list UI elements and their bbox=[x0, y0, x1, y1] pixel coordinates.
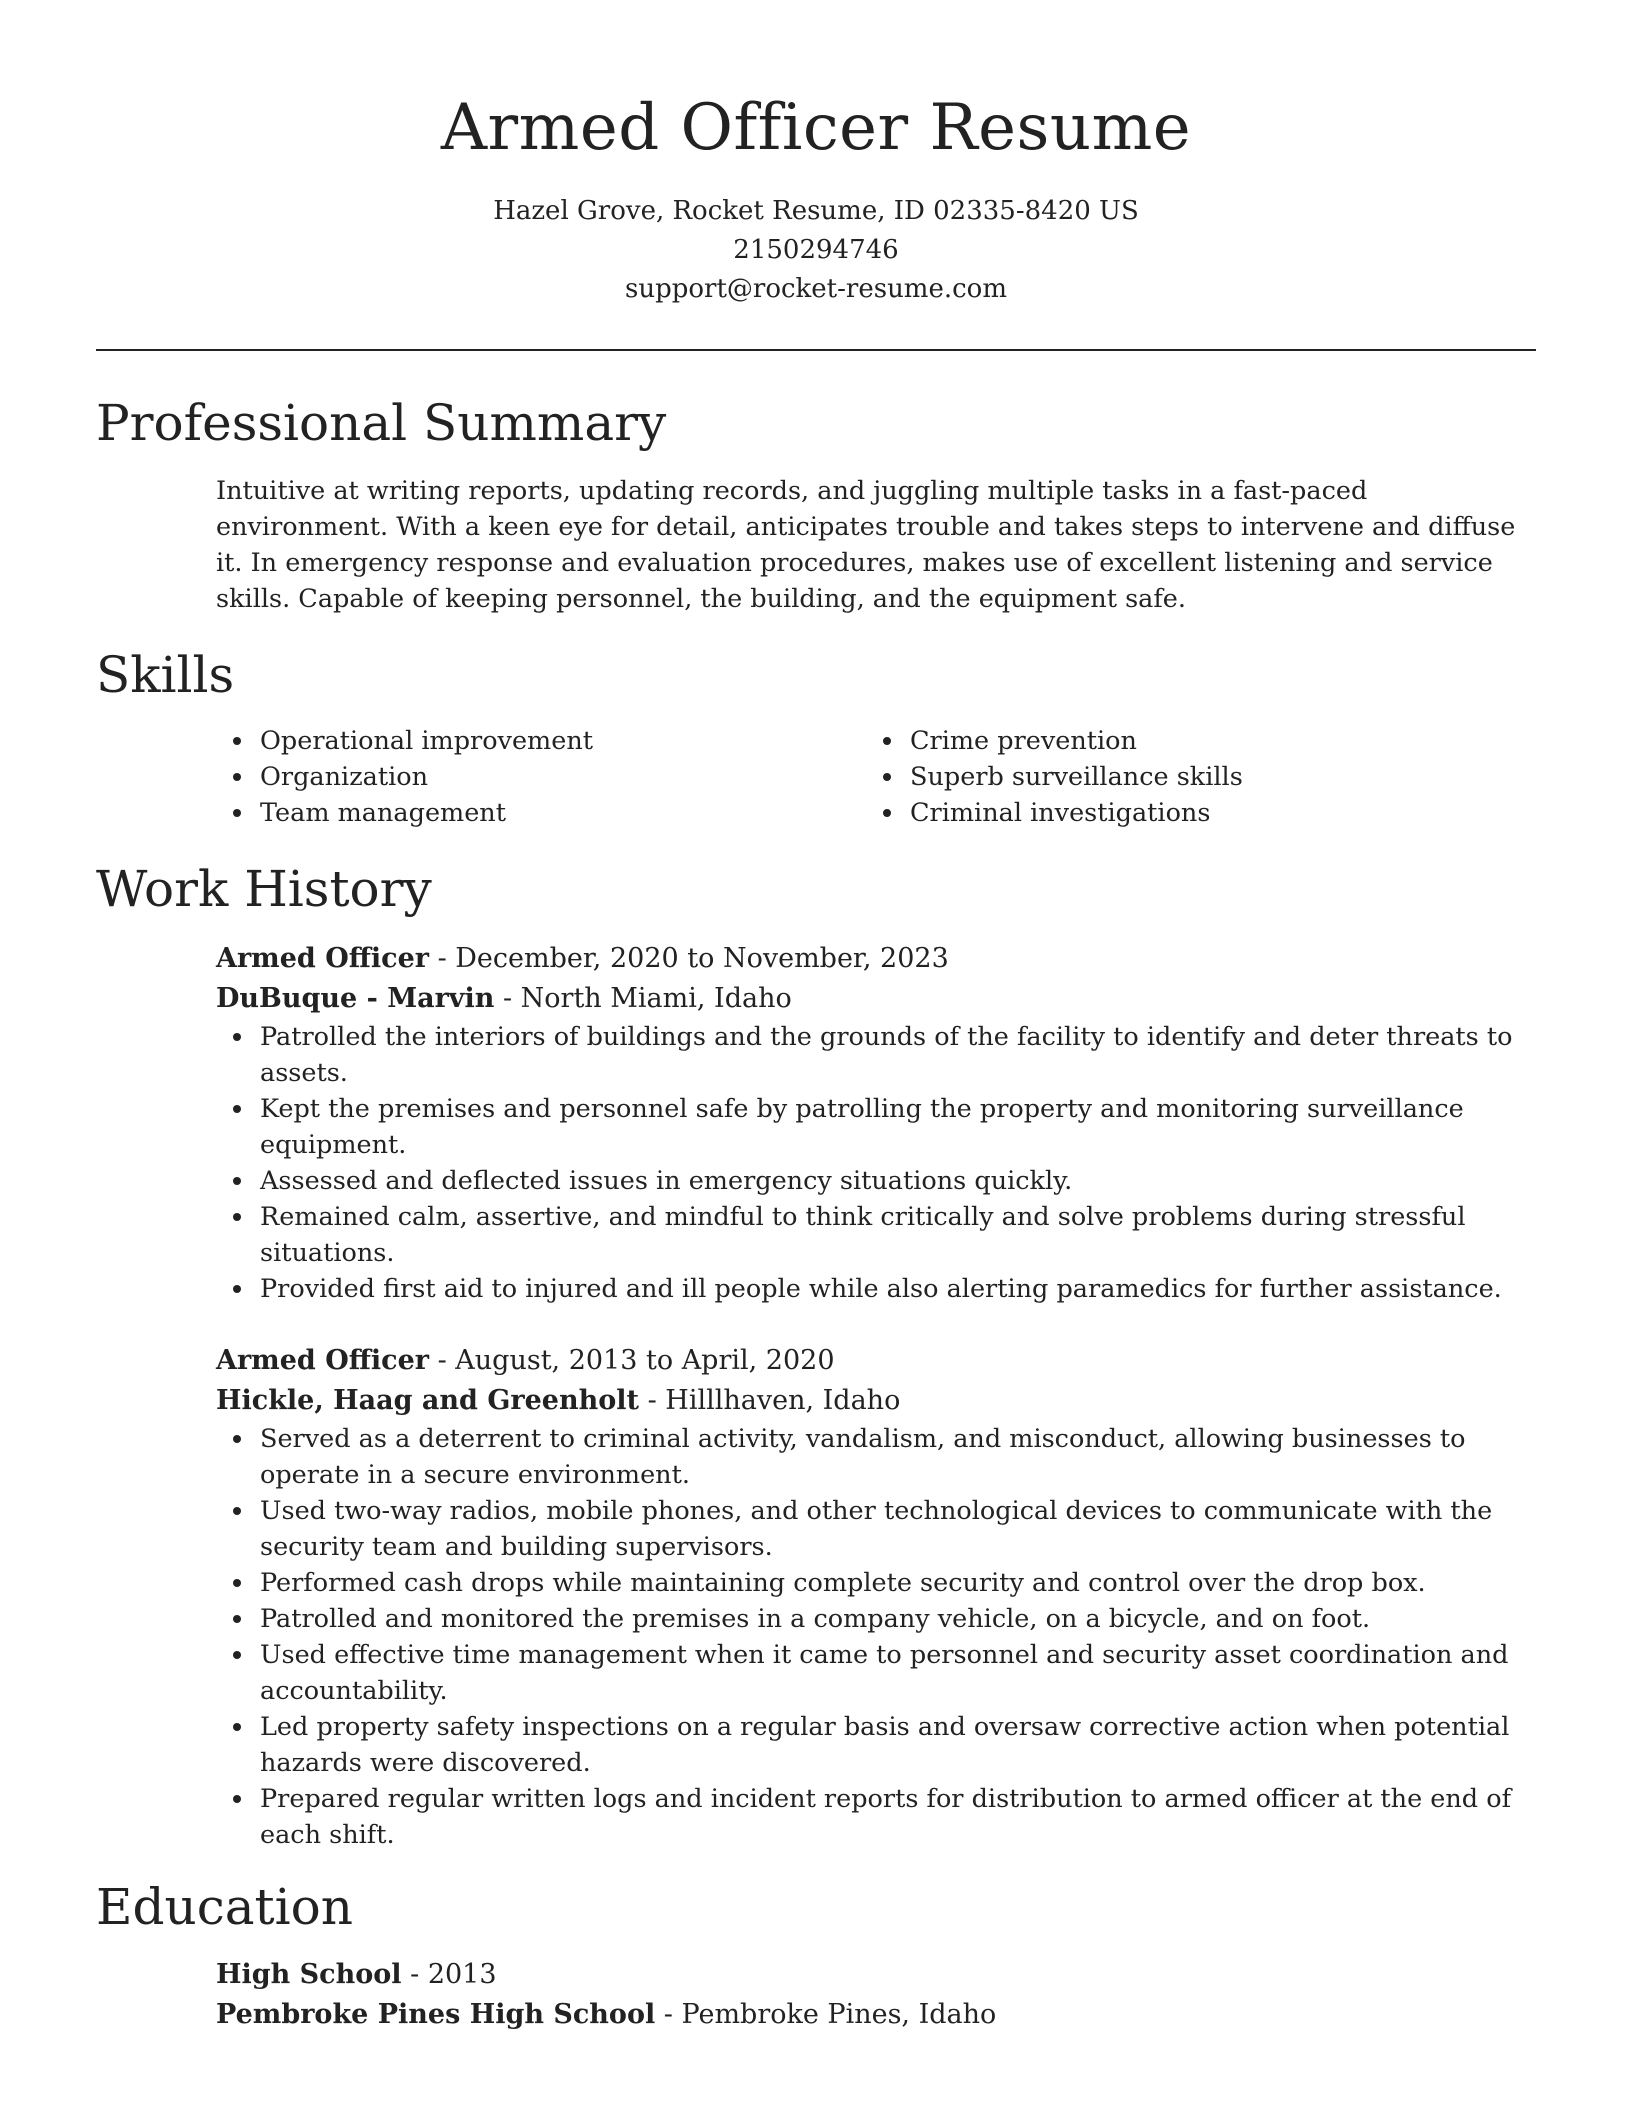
job-duties bbox=[216, 1421, 1536, 1853]
job-duty-item: Kept the premises and personnel safe by patrolling the property and monitoring surveillance equipment. bbox=[216, 1091, 1536, 1163]
job-dates: - August, 2013 to April, 2020 bbox=[428, 1345, 835, 1376]
skill-item: Organization bbox=[216, 759, 866, 795]
contact-phone: 2150294746 bbox=[733, 235, 899, 265]
job-duty-item: Used two-way radios, mobile phones, and other technological devices to communicate with the security team and building supervisors. bbox=[216, 1493, 1536, 1565]
job-location: - North Miami, Idaho bbox=[494, 983, 792, 1014]
job-company: DuBuque - Marvin bbox=[216, 983, 495, 1014]
job-duty-item: Assessed and deflected issues in emergency situations quickly. bbox=[216, 1163, 1536, 1199]
job-duty-item: Patrolled the interiors of buildings and the grounds of the facility to identify and deter threats to assets. bbox=[216, 1019, 1536, 1091]
education-year: - 2013 bbox=[401, 1959, 497, 1990]
job-duty-item: Led property safety inspections on a regular basis and oversaw corrective action when potential hazards were discovered. bbox=[216, 1709, 1536, 1781]
job-company-line bbox=[216, 979, 1536, 1019]
job-duty-item: Used effective time management when it came to personnel and security asset coordination and accountability. bbox=[216, 1637, 1536, 1709]
education-degree: High School bbox=[216, 1959, 402, 1990]
job-dates: - December, 2020 to November, 2023 bbox=[428, 943, 949, 974]
resume-page bbox=[96, 0, 1536, 2035]
skill-item: Crime prevention bbox=[866, 723, 1516, 759]
skills-column-left bbox=[216, 723, 866, 831]
job-entry bbox=[216, 1341, 1536, 1853]
skills-heading: Skills bbox=[96, 646, 235, 704]
job-duty-item: Remained calm, assertive, and mindful to think critically and solve problems during stressful situations. bbox=[216, 1199, 1536, 1271]
job-company-line bbox=[216, 1381, 1536, 1421]
job-duty-item: Served as a deterrent to criminal activity, vandalism, and misconduct, allowing businesses to operate in a secure environment. bbox=[216, 1421, 1536, 1493]
header-divider bbox=[96, 349, 1536, 351]
skills-list bbox=[216, 723, 1536, 831]
job-duty-item: Prepared regular written logs and incident reports for distribution to armed officer at the end of each shift. bbox=[216, 1781, 1536, 1853]
skill-item: Team management bbox=[216, 795, 866, 831]
education-school: Pembroke Pines High School bbox=[216, 1999, 656, 2030]
summary-heading: Professional Summary bbox=[96, 394, 667, 452]
job-entry bbox=[216, 939, 1536, 1307]
education-entry bbox=[216, 1955, 1536, 2035]
education-degree-line bbox=[216, 1955, 1536, 1995]
summary-text: Intuitive at writing reports, updating records, and juggling multiple tasks in a fast-paced environment. With a keen eye for detail, anticipates trouble and takes steps to intervene and diffuse it. In emergency response and evaluation procedures, makes use of excellent listening and service skills. Capable of keeping personnel, the building, and the equipment safe. bbox=[216, 476, 1516, 614]
resume-title: Armed Officer Resume bbox=[440, 91, 1192, 165]
education-heading: Education bbox=[96, 1878, 353, 1936]
skill-item: Operational improvement bbox=[216, 723, 866, 759]
job-title: Armed Officer bbox=[216, 1345, 429, 1376]
job-duties bbox=[216, 1019, 1536, 1307]
skills-column-right bbox=[866, 723, 1516, 831]
job-duty-item: Performed cash drops while maintaining complete security and control over the drop box. bbox=[216, 1565, 1536, 1601]
job-title-line bbox=[216, 1341, 1536, 1381]
job-duty-item: Provided first aid to injured and ill people while also alerting paramedics for further assistance. bbox=[216, 1271, 1536, 1307]
job-title-line bbox=[216, 939, 1536, 979]
job-duty-item: Patrolled and monitored the premises in a company vehicle, on a bicycle, and on foot. bbox=[216, 1601, 1536, 1637]
skill-item: Criminal investigations bbox=[866, 795, 1516, 831]
education-location: - Pembroke Pines, Idaho bbox=[655, 1999, 997, 2030]
contact-address: Hazel Grove, Rocket Resume, ID 02335-8420 US bbox=[493, 196, 1139, 226]
education-school-line bbox=[216, 1995, 1536, 2035]
skill-item: Superb surveillance skills bbox=[866, 759, 1516, 795]
job-company: Hickle, Haag and Greenholt bbox=[216, 1385, 639, 1416]
work-history-heading: Work History bbox=[96, 860, 432, 918]
job-title: Armed Officer bbox=[216, 943, 429, 974]
contact-email: support@rocket-resume.com bbox=[624, 274, 1007, 304]
job-location: - Hilllhaven, Idaho bbox=[638, 1385, 901, 1416]
resume-header bbox=[96, 0, 1536, 309]
